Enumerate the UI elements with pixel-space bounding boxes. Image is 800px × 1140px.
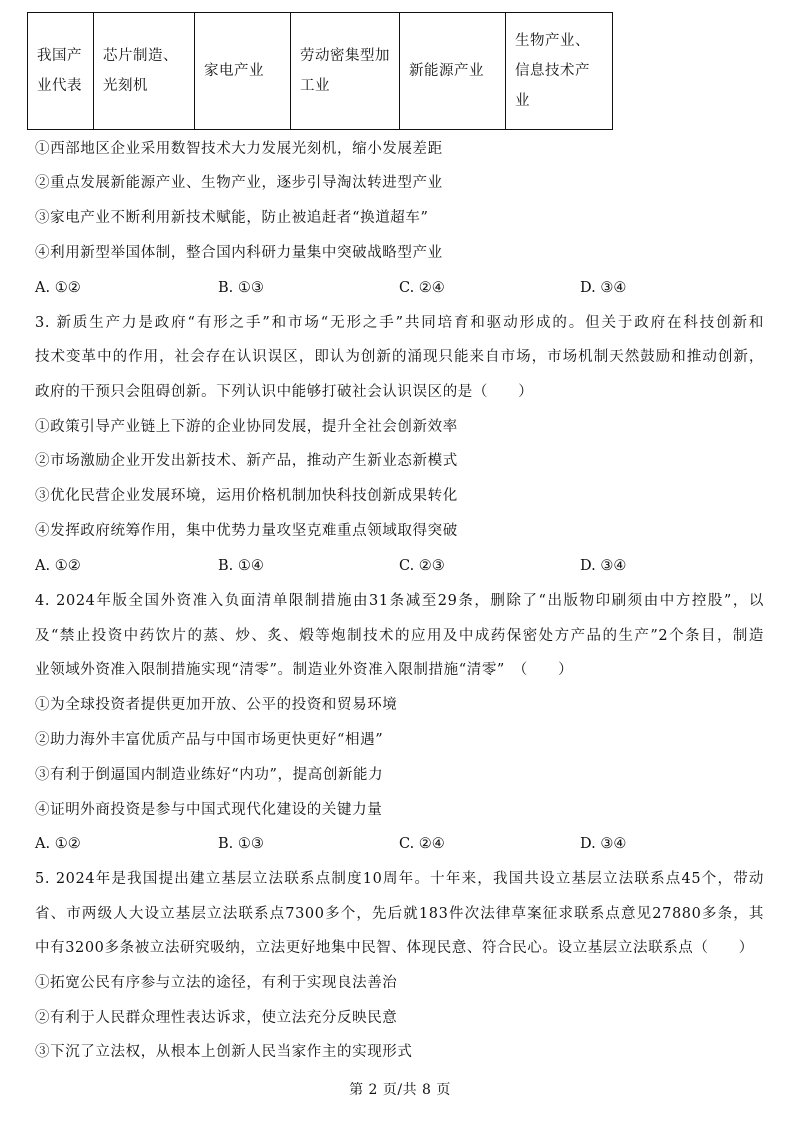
q4-options (35, 834, 725, 854)
q5-item-3: ③下沉了立法权，从根本上创新人民当家作主的实现形式 (35, 1044, 413, 1060)
q3-stem-line-1: 3. 新质生产力是政府“有形之手”和市场“无形之手”共同培育和驱动形成的。但关于政府在科技创新和 (35, 315, 764, 331)
industry-table (27, 12, 613, 130)
q4-stem-line-1: 4. 2024年版全国外资准入负面清单限制措施由31条减至29条，删除了“出版物印刷须由中方控股”，以 (35, 593, 764, 609)
q5-item-2: ②有利于人民群众理性表达诉求，使立法充分反映民意 (35, 1010, 398, 1026)
q4-item-4: ④证明外商投资是参与中国式现代化建设的关键力量 (35, 802, 383, 818)
q5-stem-line-1: 5. 2024年是我国提出建立基层立法联系点制度10周年。十年来，我国共设立基层立法联系点45个，带动 (35, 871, 764, 887)
q4-option-a[interactable]: A. ①② (35, 836, 81, 852)
q3-options (35, 556, 725, 576)
q5-stem-line-2: 省、市两级人大设立基层立法联系点7300多个，先后就183件次法律草案征求联系点意见27880多条，其 (35, 906, 764, 922)
q3-item-1: ①政策引导产业链上下游的企业协同发展，提升全社会创新效率 (35, 419, 458, 435)
table-cell-labor-intensive: 劳动密集型加工业 (291, 13, 400, 130)
q5-item-1: ①拓宽公民有序参与立法的途径，有利于实现良法善治 (35, 975, 398, 991)
q4-item-3: ③有利于倒逼国内制造业练好“内功”，提高创新能力 (35, 767, 384, 783)
q2-options (35, 278, 725, 298)
q2-option-b[interactable]: B. ①③ (218, 280, 264, 296)
q5-stem-line-3: 中有3200多条被立法研究吸纳，立法更好地集中民智、体现民意、符合民心。设立基层立法联系点（ ） (35, 940, 754, 956)
table-cell-bio-it: 生物产业、信息技术产业 (506, 13, 613, 130)
q3-item-2: ②市场激励企业开发出新技术、新产品，推动产生新业态新模式 (35, 453, 458, 469)
q2-item-1: ①西部地区企业采用数智技术大力发展光刻机，缩小发展差距 (35, 141, 443, 157)
q4-item-2: ②助力海外丰富优质产品与中国市场更快更好“相遇” (35, 732, 384, 748)
q3-option-a[interactable]: A. ①② (35, 558, 81, 574)
page-number: 第 2 页/共 8 页 (349, 1082, 451, 1098)
q3-stem-line-3: 政府的干预只会阻碍创新。下列认识中能够打破社会认识误区的是（ ） (35, 384, 534, 400)
q3-option-d[interactable]: D. ③④ (580, 558, 627, 574)
q4-option-d[interactable]: D. ③④ (580, 836, 627, 852)
q3-option-b[interactable]: B. ①④ (218, 558, 264, 574)
q3-item-3: ③优化民营企业发展环境，运用价格机制加快科技创新成果转化 (35, 488, 458, 504)
q4-stem-line-2: 及“禁止投资中药饮片的蒸、炒、炙、煅等炮制技术的应用及中成药保密处方产品的生产”2个条目，制造 (35, 628, 764, 644)
q2-item-4: ④利用新型举国体制，整合国内科研力量集中突破战略型产业 (35, 245, 443, 261)
table-cell-chips: 芯片制造、光刻机 (94, 13, 195, 130)
q4-option-c[interactable]: C. ②④ (399, 836, 445, 852)
q4-option-b[interactable]: B. ①③ (218, 836, 264, 852)
table-row (28, 13, 613, 130)
q2-option-d[interactable]: D. ③④ (580, 280, 627, 296)
q3-stem-line-2: 技术变革中的作用，社会存在认识误区，即认为创新的涌现只能来自市场，市场机制天然鼓励和推动创新， (35, 349, 764, 365)
q2-item-3: ③家电产业不断利用新技术赋能，防止被追赶者“换道超车” (35, 210, 429, 226)
q3-item-4: ④发挥政府统筹作用，集中优势力量攻坚克难重点领域取得突破 (35, 523, 458, 539)
q4-item-1: ①为全球投资者提供更加开放、公平的投资和贸易环境 (35, 697, 398, 713)
table-cell-header: 我国产业代表 (28, 13, 94, 130)
table-cell-new-energy: 新能源产业 (400, 13, 506, 130)
q2-option-a[interactable]: A. ①② (35, 280, 81, 296)
q3-option-c[interactable]: C. ②③ (399, 558, 445, 574)
q4-stem-line-3: 业领域外资准入限制措施实现“清零”。制造业外资准入限制措施“清零” （ ） (35, 662, 574, 678)
q2-item-2: ②重点发展新能源产业、生物产业，逐步引导淘汰转进型产业 (35, 175, 443, 191)
table-cell-appliances: 家电产业 (195, 13, 291, 130)
q2-option-c[interactable]: C. ②④ (399, 280, 445, 296)
